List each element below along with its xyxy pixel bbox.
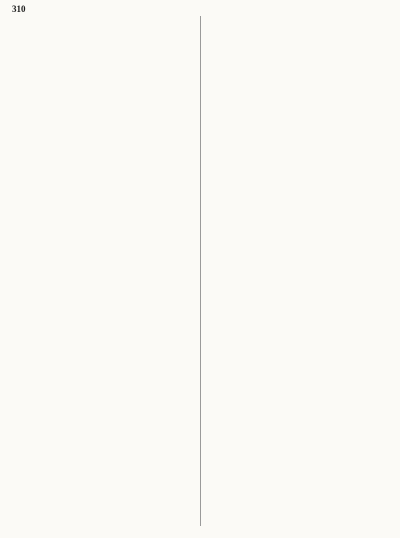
- right-column: [211, 16, 393, 526]
- page-number: 310: [12, 4, 26, 14]
- column-divider: [200, 16, 201, 526]
- left-column: [8, 16, 190, 526]
- two-column-body: [8, 16, 392, 526]
